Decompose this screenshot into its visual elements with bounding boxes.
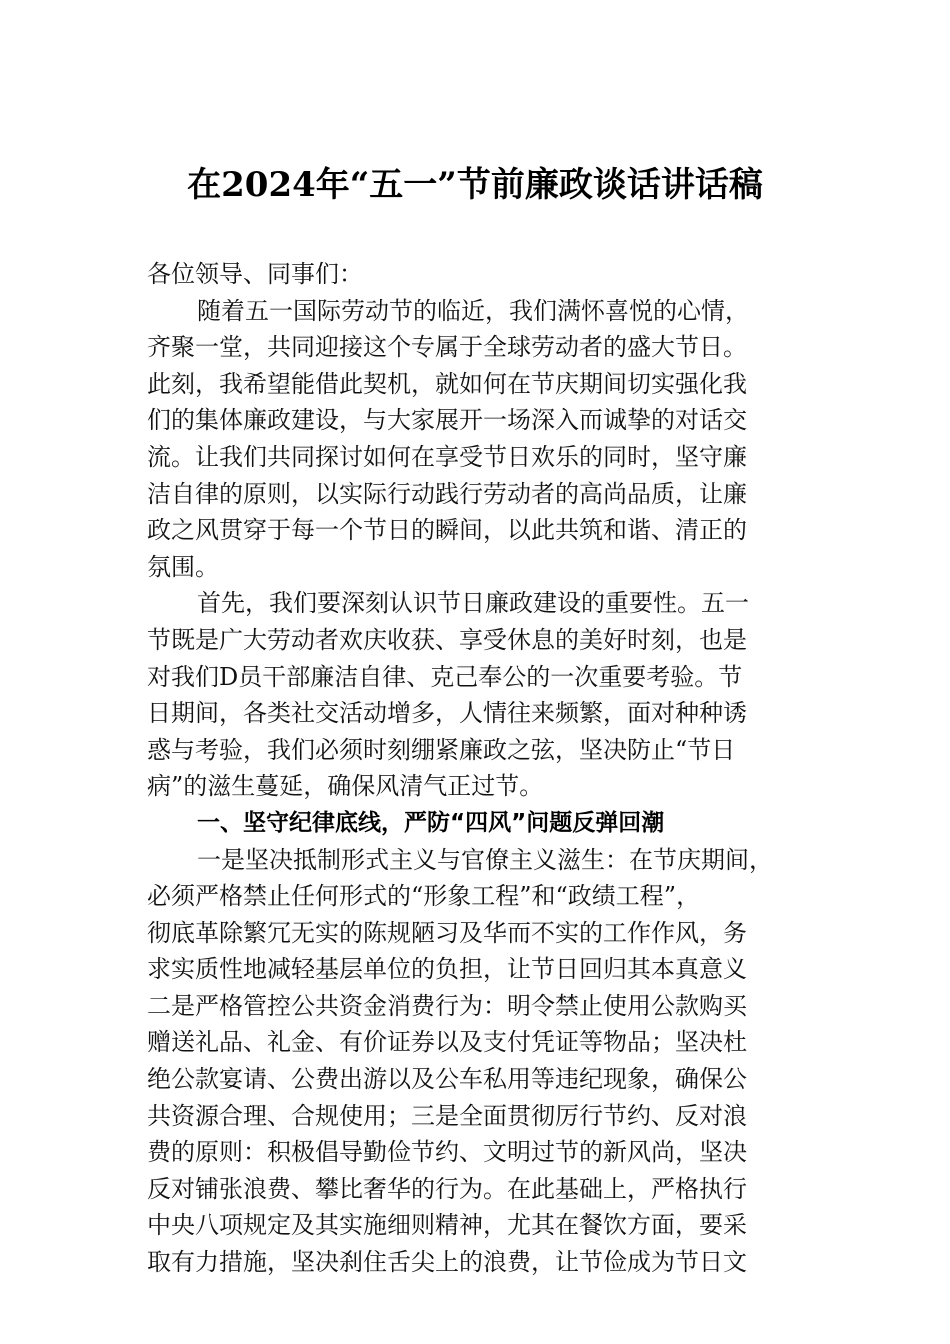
paragraph-line: 病”的滋生蔓延，确保风清气正过节。 <box>147 772 544 801</box>
paragraph-line: 共资源合理、合规使用；三是全面贯彻厉行节约、反对浪 <box>147 1101 747 1130</box>
document-body <box>147 256 817 1281</box>
document-title: 在2024年“五一”节前廉政谈话讲话稿 <box>187 165 763 205</box>
paragraph-line: 各位领导、同事们： <box>147 260 363 288</box>
paragraph-line: 费的原则：积极倡导勤俭节约、文明过节的新风尚，坚决 <box>147 1138 747 1167</box>
section-heading-line: 一、坚守纪律底线，严防“四风”问题反弹回潮 <box>197 809 665 836</box>
paragraph-line: 政之风贯穿于每一个节日的瞬间，以此共筑和谐、清正的 <box>147 516 747 545</box>
paragraph-line: 彻底革除繁冗无实的陈规陋习及华而不实的工作作风，务 <box>147 918 747 947</box>
paragraph-line: 此刻，我希望能借此契机，就如何在节庆期间切实强化我 <box>147 369 747 398</box>
paragraph-line: 流。让我们共同探讨如何在享受节日欢乐的同时，坚守廉 <box>147 442 747 471</box>
paragraph-line: 二是严格管控公共资金消费行为：明令禁止使用公款购买 <box>147 991 747 1020</box>
paragraph-line: 反对铺张浪费、攀比奢华的行为。在此基础上，严格执行 <box>147 1174 747 1203</box>
paragraph-line: 节既是广大劳动者欢庆收获、享受休息的美好时刻，也是 <box>147 625 747 654</box>
paragraph-line: 齐聚一堂，共同迎接这个专属于全球劳动者的盛大节日。 <box>147 333 747 362</box>
paragraph-line: 赠送礼品、礼金、有价证券以及支付凭证等物品；坚决杜 <box>147 1028 747 1057</box>
paragraph-line: 绝公款宴请、公费出游以及公车私用等违纪现象，确保公 <box>147 1065 747 1094</box>
paragraph-line: 首先，我们要深刻认识节日廉政建设的重要性。五一 <box>197 589 749 618</box>
paragraph-line: 们的集体廉政建设，与大家展开一场深入而诚挚的对话交 <box>147 406 747 435</box>
paragraph-line: 洁自律的原则，以实际行动践行劳动者的高尚品质，让廉 <box>147 479 747 508</box>
paragraph-line: 日期间，各类社交活动增多，人情往来频繁，面对种种诱 <box>147 699 747 728</box>
paragraph-line: 一是坚决抵制形式主义与官僚主义滋生：在节庆期间， <box>197 845 773 874</box>
paragraph-line: 取有力措施，坚决刹住舌尖上的浪费，让节俭成为节日文 <box>147 1248 747 1277</box>
paragraph-line: 惑与考验，我们必须时刻绷紧廉政之弦，坚决防止“节日 <box>147 735 736 764</box>
paragraph-line: 中央八项规定及其实施细则精神，尤其在餐饮方面，要采 <box>147 1211 747 1240</box>
paragraph-line: 必须严格禁止任何形式的“形象工程”和“政绩工程”， <box>147 882 701 911</box>
paragraph-line: 求实质性地减轻基层单位的负担，让节日回归其本真意义 <box>147 955 747 984</box>
paragraph-line: 随着五一国际劳动节的临近，我们满怀喜悦的心情， <box>197 296 749 325</box>
paragraph-line: 对我们D员干部廉洁自律、克己奉公的一次重要考验。节 <box>147 662 743 691</box>
paragraph-line: 氛围。 <box>147 552 219 581</box>
